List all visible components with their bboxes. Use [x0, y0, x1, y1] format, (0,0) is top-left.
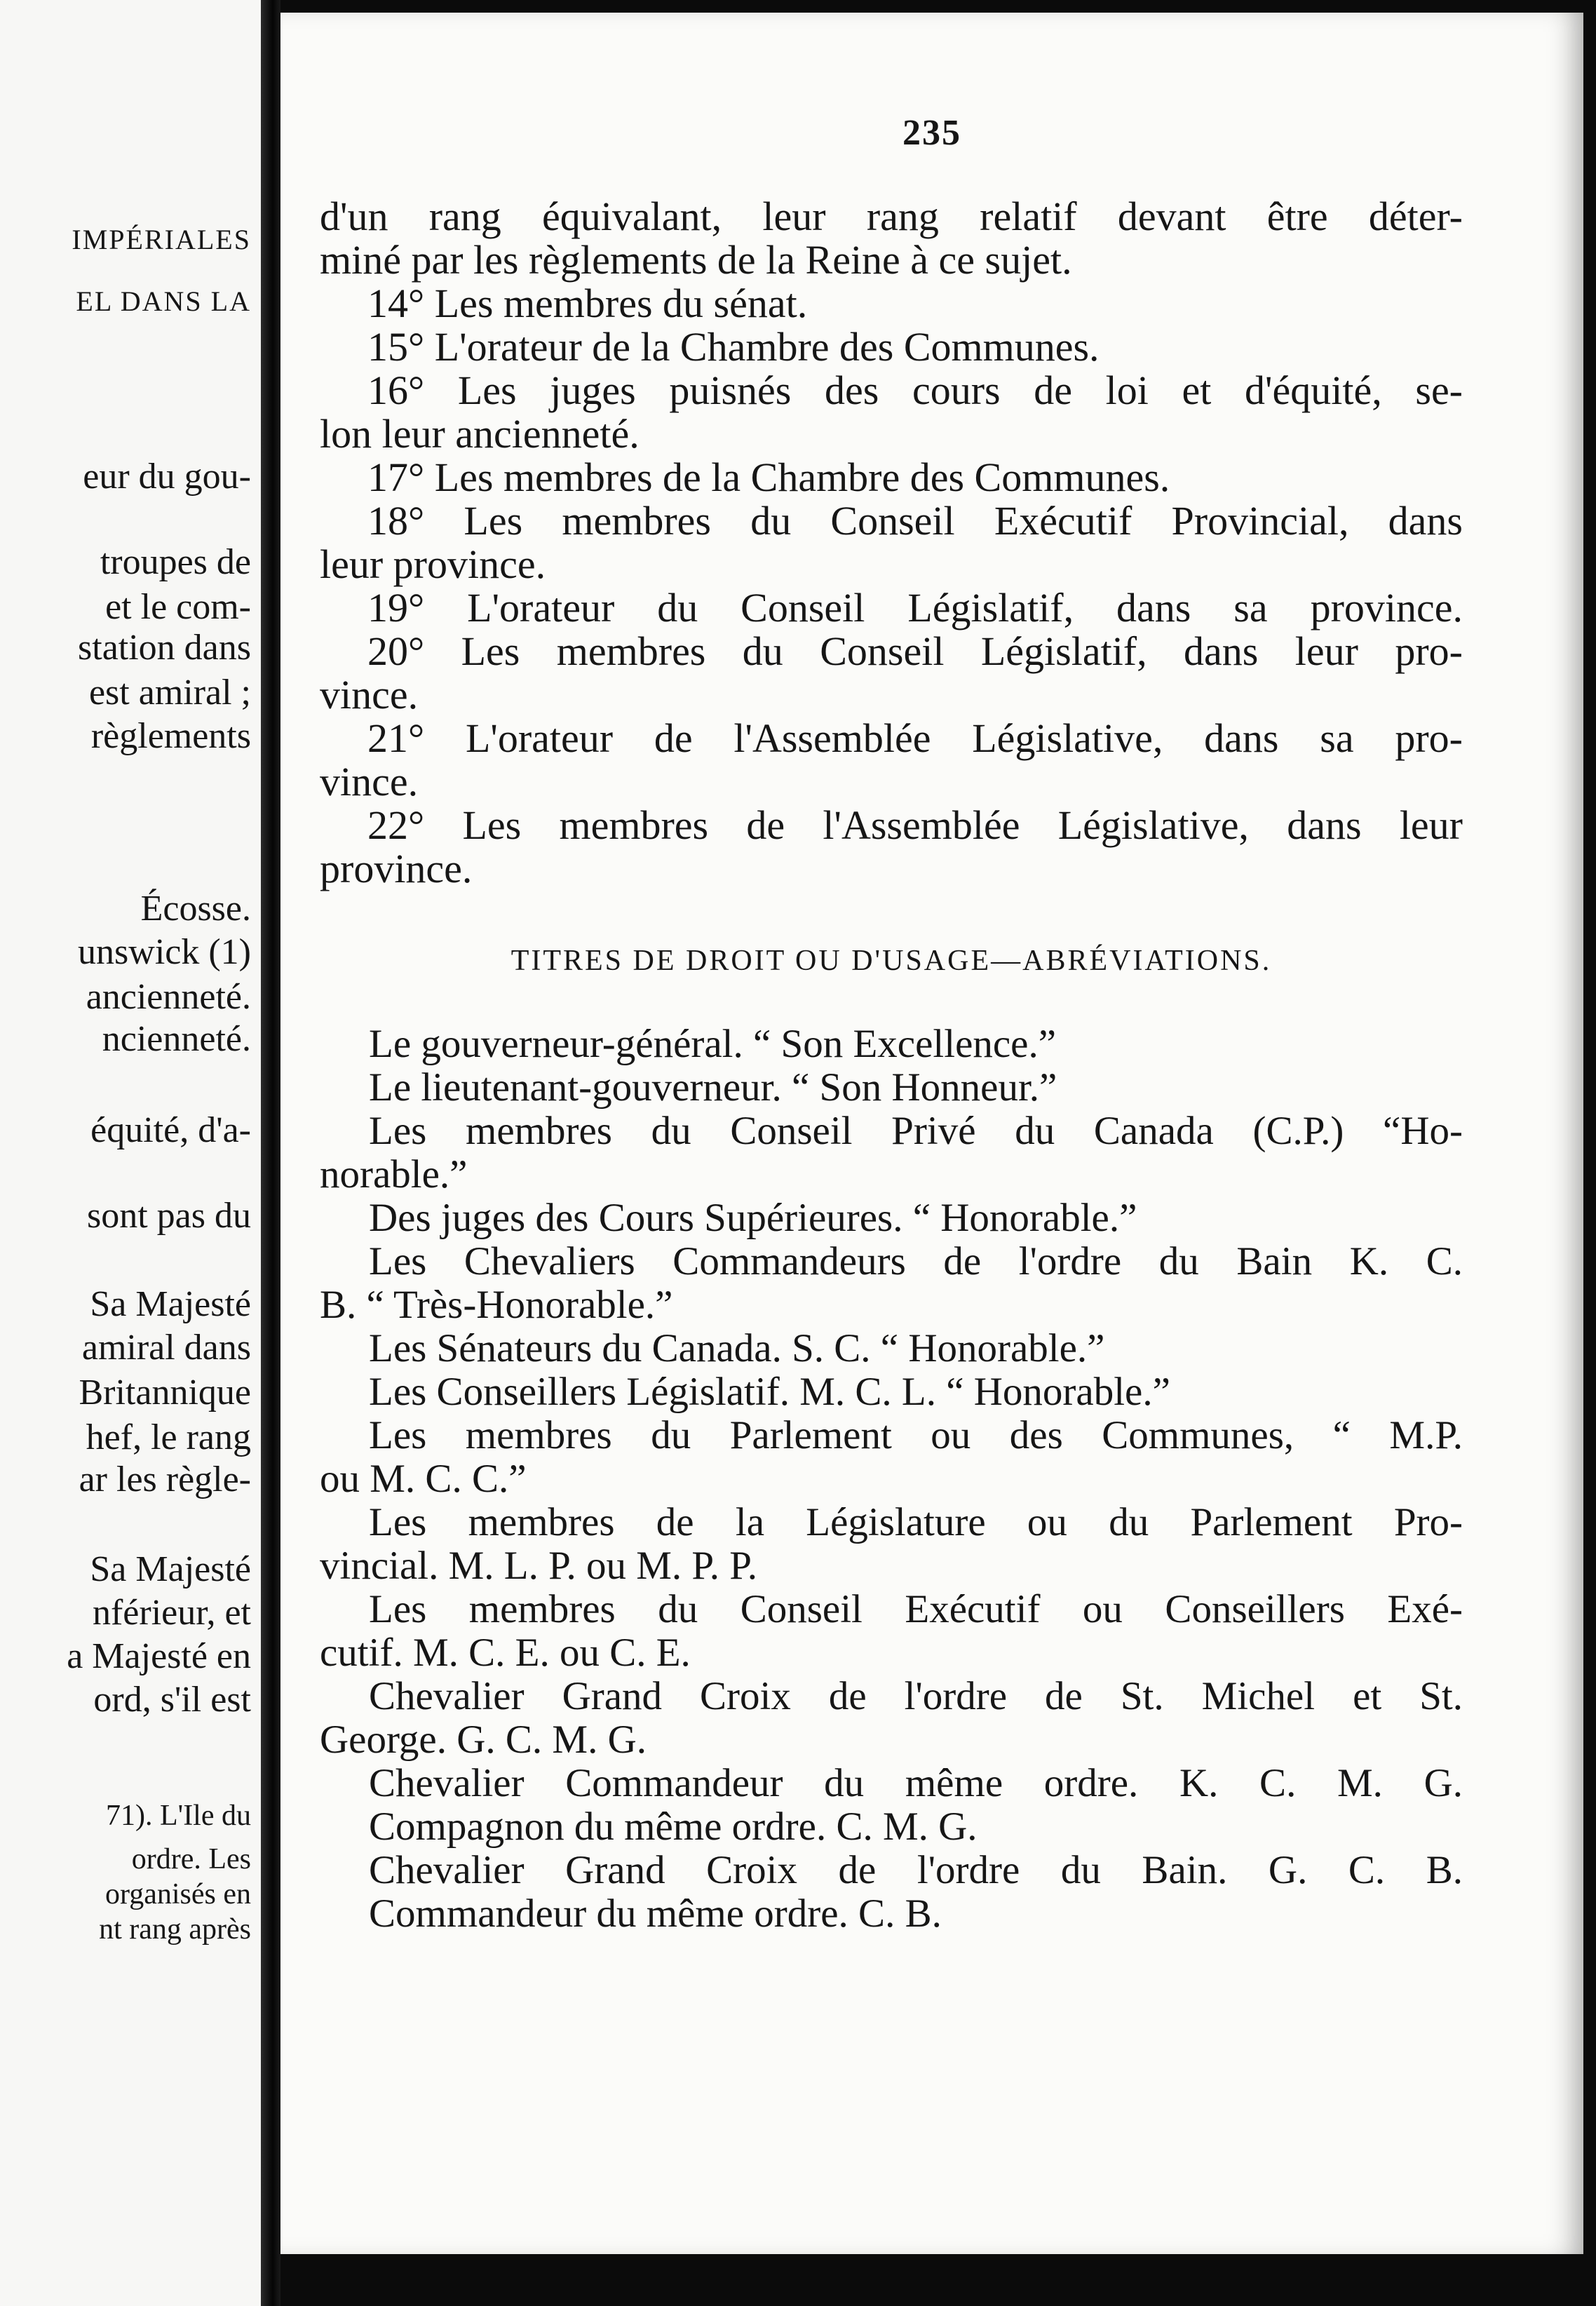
page-content: [320, 195, 1463, 1936]
left-page-text-line: nt rang après: [99, 1913, 251, 1946]
left-page-text-line: Sa Majesté: [90, 1549, 251, 1589]
left-page-text-line: organisés en: [104, 1878, 251, 1910]
title-line: Les Chevaliers Commandeurs de l'ordre du Bain K. C.: [369, 1239, 1463, 1283]
precedence-line: vince.: [320, 759, 419, 804]
precedence-line: lon leur ancienneté.: [320, 411, 640, 457]
precedence-line: 19° L'orateur du Conseil Législatif, dans sa province.: [367, 585, 1463, 631]
page-number: 235: [902, 113, 961, 153]
right-page: [280, 13, 1583, 2254]
left-page-fragment: [0, 0, 261, 2306]
left-page-text-line: ordre. Les: [131, 1843, 251, 1875]
precedence-line: province.: [320, 846, 473, 891]
title-line: Les membres du Parlement ou des Communes, “ M.P.: [369, 1413, 1463, 1457]
precedence-line: 16° Les juges puisnés des cours de loi et d'équité, se-: [367, 368, 1463, 413]
left-page-text-line: unswick (1): [78, 932, 251, 972]
precedence-list: [320, 195, 1463, 891]
title-line: Commandeur du même ordre. C. B.: [369, 1892, 942, 1936]
precedence-line: 17° Les membres de la Chambre des Communes.: [367, 454, 1170, 500]
book-spine: [261, 0, 280, 2306]
title-line: Chevalier Commandeur du même ordre. K. C. M. G.: [369, 1761, 1463, 1805]
title-line: Des juges des Cours Supérieures. “ Honorable.”: [369, 1196, 1137, 1240]
title-line: Chevalier Grand Croix de l'ordre du Bain. G. C. B.: [369, 1848, 1463, 1892]
left-page-text-line: 71). L'Ile du: [105, 1800, 251, 1832]
left-page-text-line: ancienneté.: [86, 977, 251, 1017]
precedence-line: d'un rang équivalant, leur rang relatif devant être déter-: [320, 194, 1463, 239]
precedence-line: 15° L'orateur de la Chambre des Communes.: [367, 324, 1100, 370]
section-title: TITRES DE DROIT OU D'USAGE—ABRÉVIATIONS.: [510, 945, 1272, 977]
title-line: Le lieutenant-gouverneur. “ Son Honneur.”: [369, 1065, 1057, 1110]
precedence-line: 20° Les membres du Conseil Législatif, dans leur pro-: [367, 628, 1463, 674]
titles-list: [320, 1023, 1463, 1936]
precedence-line: 21° L'orateur de l'Assemblée Législative, dans sa pro-: [367, 715, 1463, 761]
left-page-text-line: eur du gou-: [83, 457, 251, 497]
precedence-line: 14° Les membres du sénat.: [367, 281, 808, 326]
left-page-text-line: a Majesté en: [67, 1636, 251, 1676]
title-line: Les membres de la Législature ou du Parlement Pro-: [369, 1500, 1463, 1544]
left-page-text-line: troupes de: [100, 542, 251, 582]
left-page-text-line: EL DANS LA: [76, 285, 251, 317]
left-page-text-line: ar les règle-: [79, 1459, 251, 1499]
left-page-text-line: équité, d'a-: [90, 1110, 251, 1150]
title-line: George. G. C. M. G.: [320, 1718, 647, 1762]
title-line: Les membres du Conseil Exécutif ou Conseillers Exé-: [369, 1587, 1463, 1631]
left-page-text-line: sont pas du: [87, 1196, 251, 1236]
precedence-line: 18° Les membres du Conseil Exécutif Provincial, dans: [367, 498, 1463, 544]
title-line: Le gouverneur-général. “ Son Excellence.”: [369, 1022, 1057, 1066]
title-line: Les Conseillers Législatif. M. C. L. “ Honorable.”: [369, 1370, 1170, 1414]
left-page-text-line: IMPÉRIALES: [72, 224, 251, 255]
title-line: Les Sénateurs du Canada. S. C. “ Honorable.”: [369, 1326, 1105, 1370]
precedence-line: miné par les règlements de la Reine à ce sujet.: [320, 237, 1072, 283]
precedence-line: leur province.: [320, 541, 546, 587]
left-page-text-line: station dans: [78, 628, 251, 668]
title-line: cutif. M. C. E. ou C. E.: [320, 1631, 691, 1675]
left-page-text-line: est amiral ;: [88, 673, 251, 713]
left-page-text-line: ncienneté.: [102, 1019, 251, 1059]
title-line: norable.”: [320, 1152, 468, 1196]
left-page-text-line: nférieur, et: [92, 1593, 251, 1633]
left-page-text-line: Écosse.: [140, 889, 251, 929]
title-line: Chevalier Grand Croix de l'ordre de St. Michel et St.: [369, 1674, 1463, 1718]
title-line: Compagnon du même ordre. C. M. G.: [369, 1805, 978, 1849]
left-page-text-line: Sa Majesté: [90, 1284, 251, 1324]
left-page-text-line: Britannique: [79, 1373, 251, 1412]
title-line: vincial. M. L. P. ou M. P. P.: [320, 1544, 757, 1588]
left-page-text-line: hef, le rang: [86, 1417, 251, 1457]
left-page-text-line: règlements: [90, 716, 251, 756]
precedence-line: 22° Les membres de l'Assemblée Législative, dans leur: [367, 802, 1463, 848]
left-page-text-line: et le com-: [105, 587, 251, 627]
title-line: ou M. C. C.”: [320, 1457, 527, 1501]
title-line: Les membres du Conseil Privé du Canada (C.P.) “Ho-: [369, 1109, 1463, 1153]
title-line: B. “ Très-Honorable.”: [320, 1283, 673, 1327]
left-page-text-line: amiral dans: [81, 1328, 251, 1368]
precedence-line: vince.: [320, 672, 419, 717]
left-page-text-line: ord, s'il est: [93, 1680, 251, 1720]
